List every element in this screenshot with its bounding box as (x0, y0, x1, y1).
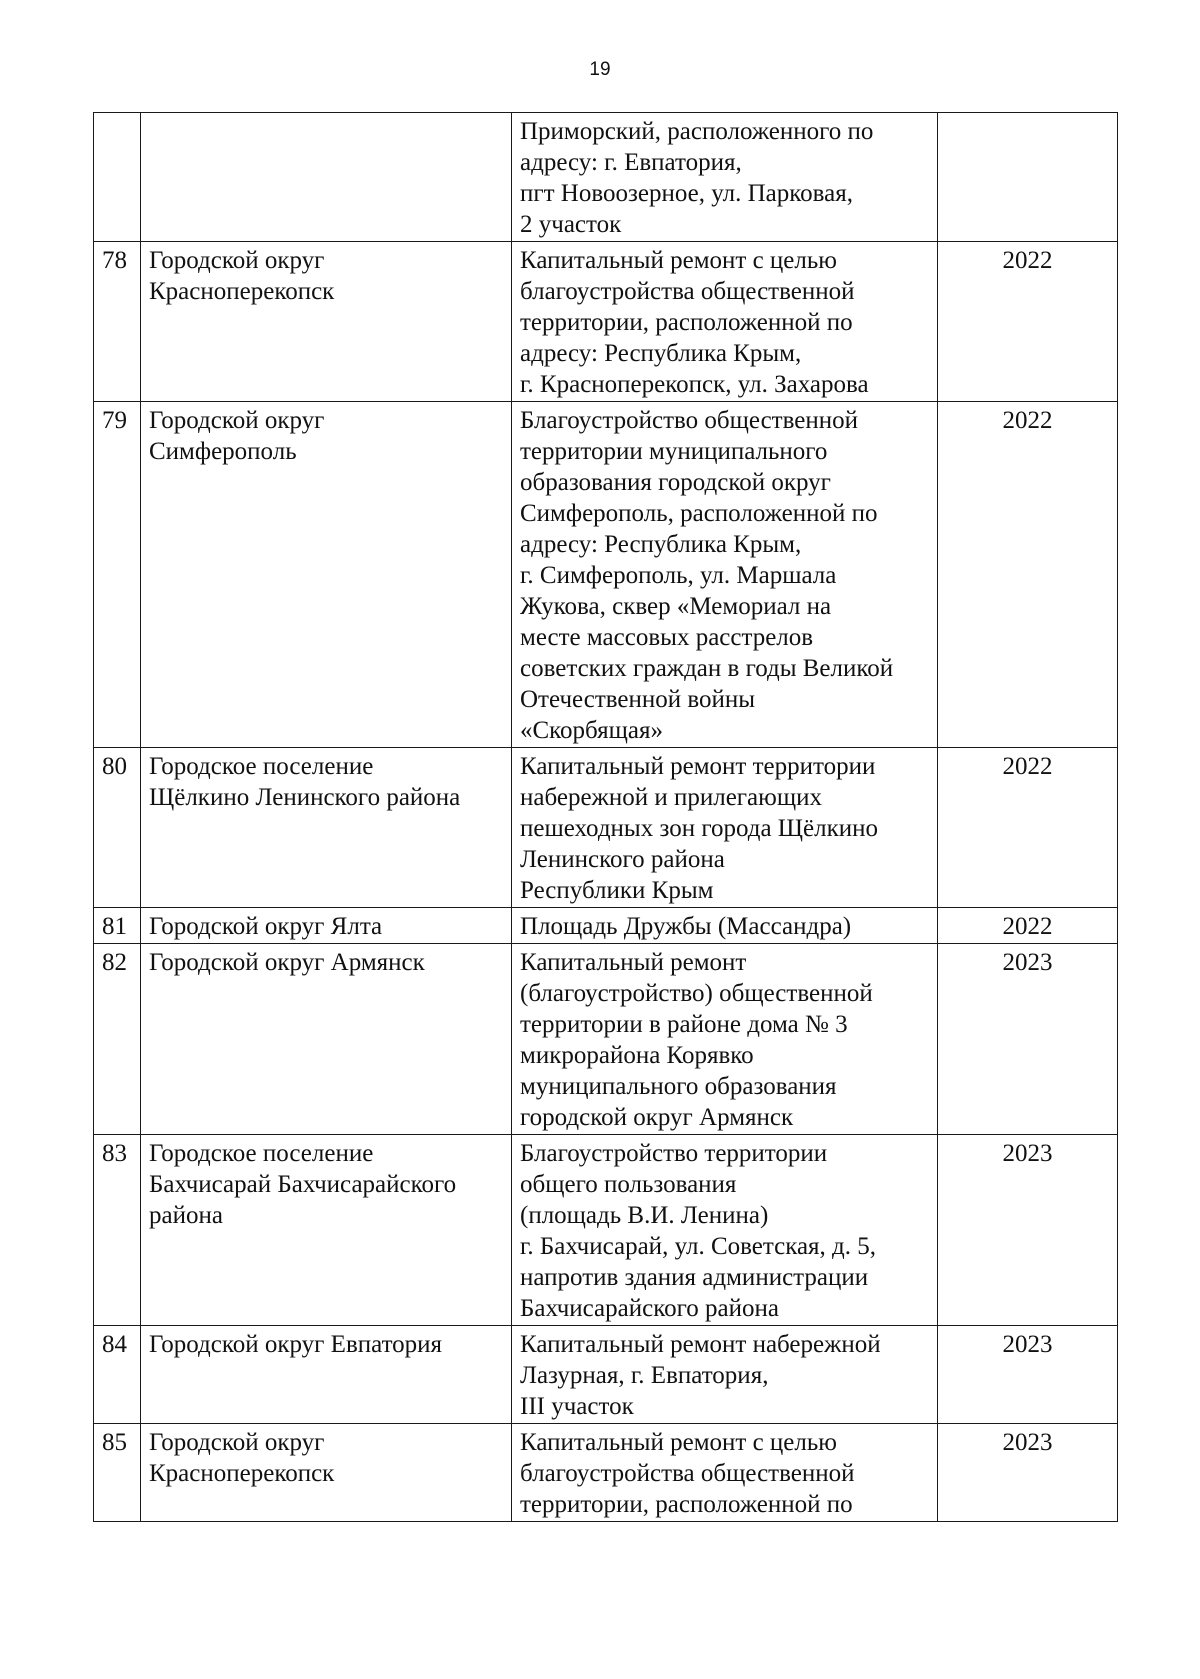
description-line: «Скорбящая» (520, 717, 663, 744)
description-line: пешеходных зон города Щёлкино (520, 815, 878, 842)
table-row (94, 1135, 1118, 1326)
description-line: пгт Новоозерное, ул. Парковая, (520, 180, 853, 207)
description-line: Капитальный ремонт набережной (520, 1331, 881, 1358)
description-line: благоустройства общественной (520, 278, 855, 305)
description-line: Ленинского района (520, 846, 725, 873)
municipality-line: Городской округ Ялта (149, 913, 383, 940)
year-cell: 2023 (938, 1135, 1118, 1326)
municipality-line: Щёлкино Ленинского района (149, 784, 461, 811)
description-line: Лазурная, г. Евпатория, (520, 1362, 769, 1389)
description-cell (512, 1326, 938, 1424)
description-line: Республики Крым (520, 877, 714, 904)
description-line: территории в районе дома № 3 (520, 1011, 848, 1038)
municipality-line: Городской округ Армянск (149, 949, 425, 976)
row-number-cell (94, 113, 141, 242)
row-number-cell: 80 (94, 748, 141, 908)
municipality-line: Городской округ (149, 247, 325, 274)
table-row (94, 748, 1118, 908)
description-line: г. Красноперекопск, ул. Захарова (520, 371, 869, 398)
table-row (94, 113, 1118, 242)
description-cell (512, 1135, 938, 1326)
description-line: месте массовых расстрелов (520, 624, 814, 651)
description-cell (512, 242, 938, 402)
row-number-cell: 79 (94, 402, 141, 748)
description-line: общего пользования (520, 1171, 737, 1198)
registry-table (93, 112, 1118, 1522)
municipality-line: Городской округ (149, 1429, 325, 1456)
description-line: микрорайона Корявко (520, 1042, 754, 1069)
municipality-line: Городской округ Евпатория (149, 1331, 443, 1358)
description-line: набережной и прилегающих (520, 784, 822, 811)
row-number-cell: 85 (94, 1424, 141, 1522)
description-line: Приморский, расположенного по (520, 118, 874, 145)
table-row (94, 908, 1118, 944)
year-cell: 2022 (938, 402, 1118, 748)
year-cell: 2022 (938, 242, 1118, 402)
row-number-cell: 81 (94, 908, 141, 944)
description-line: адресу: Республика Крым, (520, 340, 802, 367)
description-line: напротив здания администрации (520, 1264, 869, 1291)
municipality-cell (141, 1326, 512, 1424)
description-line: адресу: Республика Крым, (520, 531, 802, 558)
municipality-line: Бахчисарай Бахчисарайского (149, 1171, 457, 1198)
description-line: (площадь В.И. Ленина) (520, 1202, 769, 1229)
description-line: Капитальный ремонт территории (520, 753, 876, 780)
municipality-line: района (149, 1202, 223, 1229)
row-number-cell: 82 (94, 944, 141, 1135)
description-cell (512, 113, 938, 242)
year-cell: 2022 (938, 908, 1118, 944)
description-line: территории муниципального (520, 438, 828, 465)
municipality-cell (141, 1135, 512, 1326)
description-cell (512, 1424, 938, 1522)
year-cell: 2023 (938, 1326, 1118, 1424)
municipality-cell (141, 242, 512, 402)
description-line: Симферополь, расположенной по (520, 500, 878, 527)
description-line: советских граждан в годы Великой (520, 655, 894, 682)
row-number-cell: 83 (94, 1135, 141, 1326)
description-line: Бахчисарайского района (520, 1295, 779, 1322)
description-line: городской округ Армянск (520, 1104, 794, 1131)
municipality-line: Городское поселение (149, 753, 374, 780)
description-line: территории, расположенной по (520, 309, 853, 336)
description-line: Отечественной войны (520, 686, 756, 713)
municipality-line: Красноперекопск (149, 1460, 335, 1487)
municipality-cell (141, 748, 512, 908)
description-line: (благоустройство) общественной (520, 980, 873, 1007)
table-row (94, 242, 1118, 402)
municipality-line: Красноперекопск (149, 278, 335, 305)
description-line: г. Бахчисарай, ул. Советская, д. 5, (520, 1233, 877, 1260)
description-line: Благоустройство общественной (520, 407, 858, 434)
description-line: Капитальный ремонт (520, 949, 747, 976)
year-cell (938, 113, 1118, 242)
municipality-cell (141, 402, 512, 748)
municipality-line: Городской округ (149, 407, 325, 434)
municipality-cell (141, 908, 512, 944)
row-number-cell: 78 (94, 242, 141, 402)
municipality-line: Городское поселение (149, 1140, 374, 1167)
description-cell (512, 908, 938, 944)
description-line: образования городской округ (520, 469, 831, 496)
description-cell (512, 944, 938, 1135)
municipality-cell (141, 113, 512, 242)
year-cell: 2023 (938, 1424, 1118, 1522)
municipality-line: Симферополь (149, 438, 297, 465)
table-row (94, 1326, 1118, 1424)
year-cell: 2023 (938, 944, 1118, 1135)
description-line: муниципального образования (520, 1073, 837, 1100)
description-line: благоустройства общественной (520, 1460, 855, 1487)
description-line: территории, расположенной по (520, 1491, 853, 1518)
description-line: Капитальный ремонт с целью (520, 1429, 837, 1456)
description-cell (512, 748, 938, 908)
table-row (94, 1424, 1118, 1522)
description-line: Жукова, сквер «Мемориал на (520, 593, 832, 620)
description-line: 2 участок (520, 211, 622, 238)
municipality-cell (141, 1424, 512, 1522)
description-cell (512, 402, 938, 748)
description-line: Капитальный ремонт с целью (520, 247, 837, 274)
description-line: Благоустройство территории (520, 1140, 828, 1167)
description-line: г. Симферополь, ул. Маршала (520, 562, 837, 589)
table-row (94, 944, 1118, 1135)
description-line: адресу: г. Евпатория, (520, 149, 742, 176)
year-cell: 2022 (938, 748, 1118, 908)
row-number-cell: 84 (94, 1326, 141, 1424)
page-number: 19 (589, 59, 611, 80)
description-line: III участок (520, 1393, 634, 1420)
municipality-cell (141, 944, 512, 1135)
table-row (94, 402, 1118, 748)
description-line: Площадь Дружбы (Массандра) (520, 913, 852, 940)
table-body (94, 113, 1118, 1522)
